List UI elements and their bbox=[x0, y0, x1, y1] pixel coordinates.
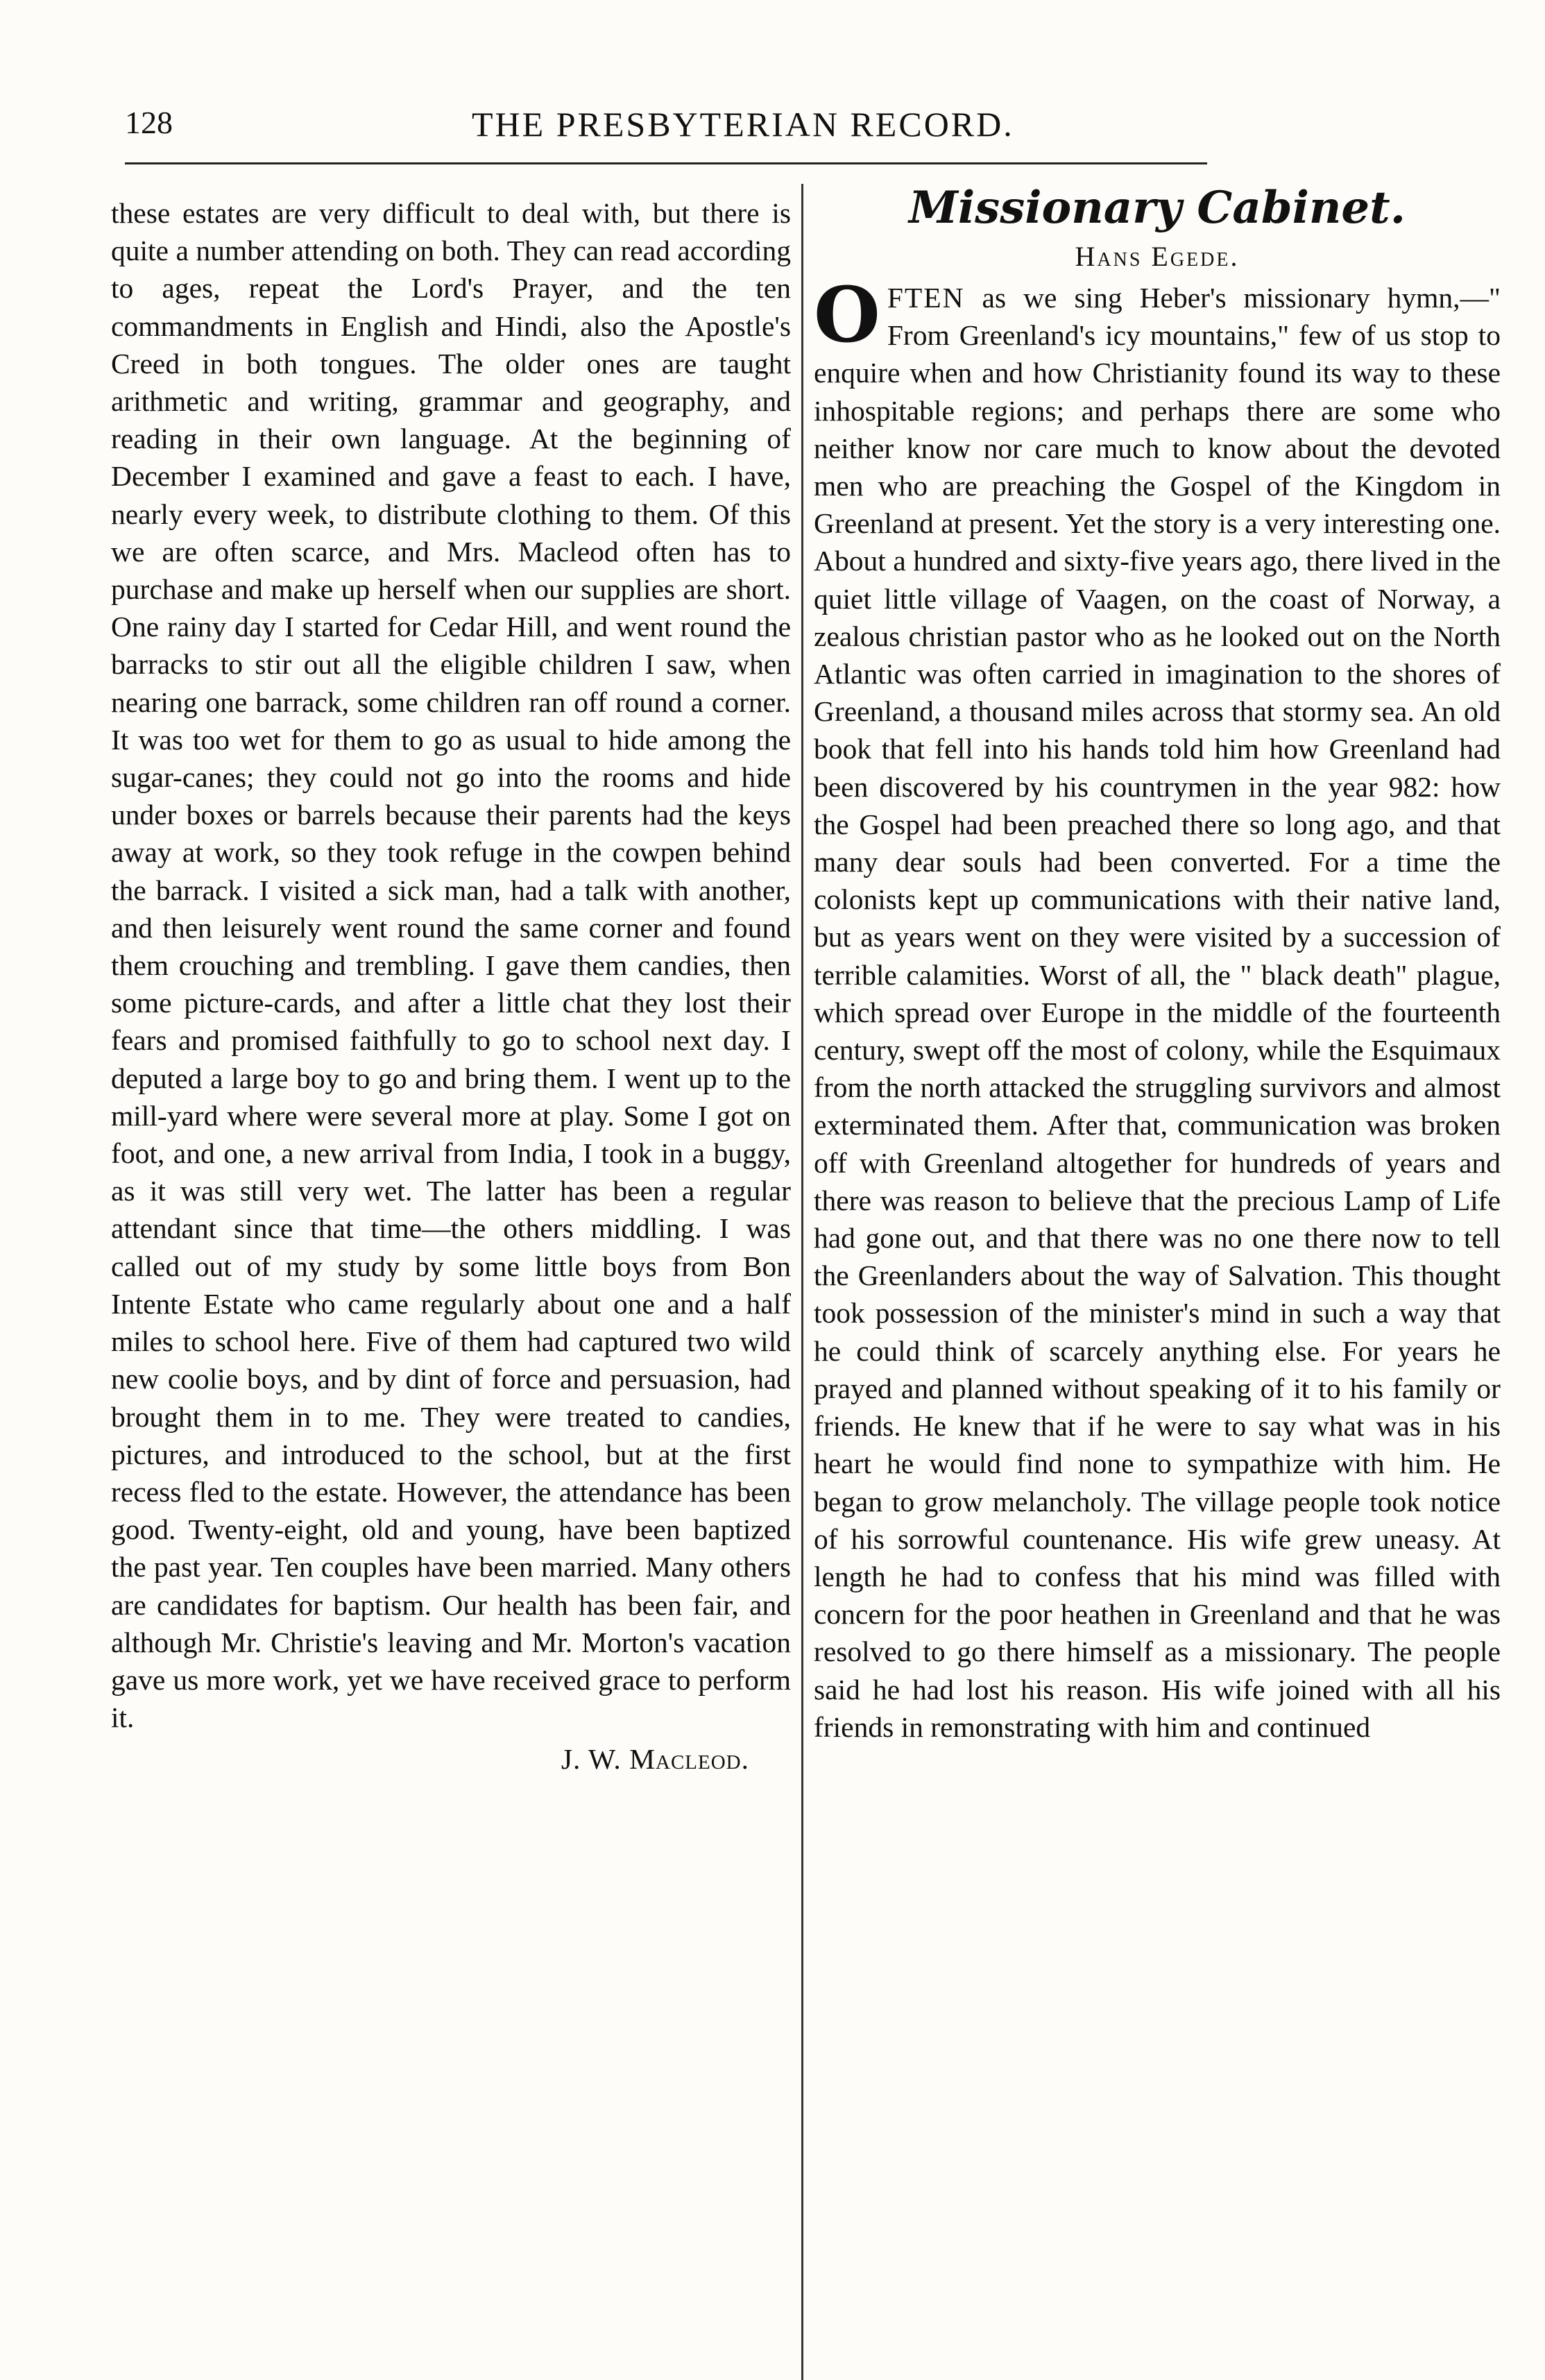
section-title: Missionary Cabinet. bbox=[909, 182, 1406, 234]
right-column bbox=[814, 180, 1501, 1746]
drop-cap: O bbox=[814, 270, 880, 359]
signature: J. W. Macleod. bbox=[561, 1743, 749, 1776]
column-divider bbox=[801, 184, 803, 2380]
right-column-text: as we sing Heber's missionary hymn,—" From Greenland's icy mountains," few of us stop to enquire when and how Christianity found its way to these inhospitable regions; and perhaps there are some who neither know nor care much to know about the devoted men who are preaching the Gospel of the Kingdom in Greenland at present. Yet the story is a very interesting one. About a hundred and sixty-five years ago, there lived in the quiet little village of Vaagen, on the coast of Norway, a zealous christian pastor who as he looked out on the North Atlantic was often carried in imagination to the shores of Greenland, a thousand miles across that stormy sea. An old book that fell into his hands told him how Greenland had been discovered by his countrymen in the year 982: how the Gospel had been preached there so long ago, and that many dear souls had been converted. For a time the colonists kept up communications with their native land, but as years went on they were visited by a succession of terrible calamities. Worst of all, the " black death" plague, which spread over Europe in the middle of the fourteenth century, swept off the most of colony, while the Esquimaux from the north attacked the struggling survivors and almost exterminated them. After that, communication was broken off with Greenland altogether for hundreds of years and there was reason to believe that the precious Lamp of Life had gone out, and that there was no one there now to tell the Greenlanders about the way of Salvation. This thought took possession of the minister's mind in such a way that he could think of scarcely anything else. For years he prayed and planned without speaking of it to his family or friends. He knew that if he were to say what was in his heart he would find none to sympathize with him. He began to grow melancholy. The village people took notice of his sorrowful countenance. His wife grew uneasy. At length he had to confess that his mind was filled with concern for the poor heathen in Greenland and that he was resolved to go there himself as a missionary. The people said he had lost his reason. His wife joined with all his friends in remonstrating with him and continued bbox=[814, 282, 1501, 1743]
right-column-body bbox=[814, 270, 1501, 1746]
article-title: Hans Egede. bbox=[1075, 241, 1240, 272]
left-column-body: these estates are very difficult to deal with, but there is quite a number attending on both. They can read according to ages, repeat the Lord's Prayer, and the ten commandments in English and Hindi, also the Apostle's Creed in both tongues. The older ones are taught arithmetic and writing, grammar and geography, and reading in their own language. At the beginning of December I examined and gave a feast to each. I have, nearly every week, to distribute clothing to them. Of this we are often scarce, and Mrs. Macleod often has to purchase and make up herself when our supplies are short. One rainy day I started for Cedar Hill, and went round the barracks to stir out all the eligible children I saw, when nearing one barrack, some children ran off round a corner. It was too wet for them to go as usual to hide among the sugar-canes; they could not go into the rooms and hide under boxes or barrels because their parents had the keys away at work, so they took refuge in the cowpen behind the barrack. I visited a sick man, had a talk with another, and then leisurely went round the same corner and found them crouching and trembling. I gave them candies, then some picture-cards, and after a little chat they lost their fears and promised faithfully to go to school next day. I deputed a large boy to go and bring them. I went up to the mill-yard where were several more at play. Some I got on foot, and one, a new arrival from India, I took in a buggy, as it was still very wet. The latter has been a regular attendant since that time—the others middling. I was called out of my study by some little boys from Bon Intente Estate who came regularly about one and a half miles to school here. Five of them had captured two wild new coolie boys, and by dint of force and persuasion, had brought them in to me. They were treated to candies, pictures, and introduced to the school, but at the first recess fled to the estate. However, the attendance has been good. Twenty-eight, old and young, have been baptized the past year. Ten couples have been married. Many others are candidates for baptism. Our health has been fair, and although Mr. Christie's leaving and Mr. Morton's vacation gave us more work, yet we have received grace to perform it. bbox=[111, 197, 791, 1734]
running-title: THE PRESBYTERIAN RECORD. bbox=[472, 105, 1014, 144]
page-header bbox=[111, 97, 1492, 153]
left-column bbox=[111, 194, 791, 1778]
lead-word: FTEN bbox=[887, 282, 965, 314]
page bbox=[111, 97, 1501, 1776]
header-rule bbox=[125, 162, 1207, 164]
page-number: 128 bbox=[125, 105, 173, 140]
